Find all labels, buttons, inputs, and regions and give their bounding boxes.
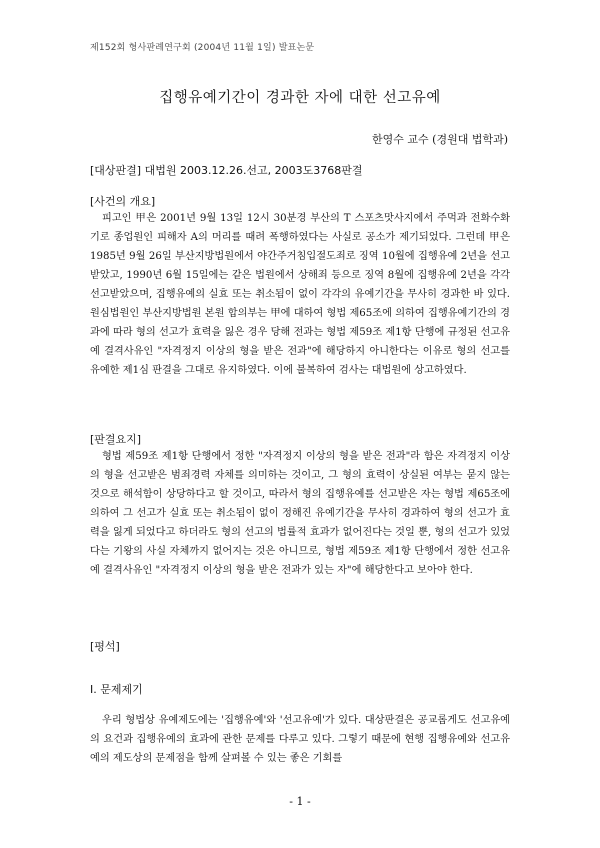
author-line: 한영수 교수 (경원대 법학과) [372,133,508,146]
commentary-label: [평석] [90,640,120,653]
holding-paragraph: 형법 제59조 제1항 단행에서 정한 "자격정지 이상의 형을 받은 전과"라 함은 자격정지 이상의 형을 선고받은 범죄경력 자체를 의미하는 것이고, 그 형의 효력이 상실된 여부는 묻지 않는 것으로 해석함이 상당하다고 할 것이고, 따라서 형의 집행유예를 선고받은 자는 형법 제65조에 의하여 그 선고가 실효 또는 취소됨이 없이 정해진 유예기간을 무사히 경과하여 형의 선고가 효력을 잃게 되었다고 하더라도 형의 선고의 법률적 효과가 없어진다는 것일 뿐, 형의 선고가 있었다는 기왕의 사실 자체까지 없어지는 것은 아니므로, 형법 제59조 제1항 단행에서 정한 선고유예 결격사유인 "자격정지 이상의 형을 받은 전과가 있는 자"에 해당한다고 보아야 한다. [90,451,510,576]
holding-label: [판결요지] [90,433,142,446]
section-heading: Ⅰ. 문제제기 [90,683,143,696]
running-header: 제152회 형사판례연구회 (2004년 11월 1일) 발표논문 [90,43,315,53]
page-title: 집행유예기간이 경과한 자에 대한 선고유예 [159,90,441,106]
facts-paragraph: 피고인 甲은 2001년 9월 13일 12시 30분경 부산의 T 스포츠맛사지에서 주먹과 전화수화기로 종업원인 피해자 A의 머리를 때려 폭행하였다는 사실로 공소가 제기되었다. 그런데 甲은 1985년 9월 26일 부산지방법원에서 야간주거침입절도죄로 징역 10월에 집행유예 2년을 선고받았고, 1990년 6월 15일에는 같은 법원에서 상해죄 등으로 징역 8월에 집행유예 2년을 각각 선고받았으며, 집행유예의 실효 또는 취소됨이 없이 각각의 유예기간을 무사히 경과한 바 있다. 원심법원인 부산지방법원 본원 합의부는 甲에 대하여 형법 제65조에 의하여 집행유예기간의 경과에 따라 형의 선고가 효력을 잃은 경우 당해 전과는 형법 제59조 제1항 단행에 규정된 선고유예 결격사유인 "자격정지 이상의 형을 받은 전과"에 해당하지 아니한다는 이유로 형의 선고를 유예한 제1심 판결을 그대로 유지하였다. 이에 불복하여 검사는 대법원에 상고하였다. [90,213,510,376]
section-paragraph: 우리 형법상 유예제도에는 '집행유예'와 '선고유예'가 있다. 대상판결은 공교롭게도 선고유예의 요건과 집행유예의 효과에 관한 문제를 다루고 있다. 그렇기 때문에 현행 집행유예와 선고유예의 제도상의 문제점을 함께 살펴볼 수 있는 좋은 기회를 [90,715,510,764]
case-reference: [대상판결] 대법원 2003.12.26.선고, 2003도3768판결 [90,164,363,177]
page-number: - 1 - [289,795,311,808]
facts-label: [사건의 개요] [90,195,156,208]
